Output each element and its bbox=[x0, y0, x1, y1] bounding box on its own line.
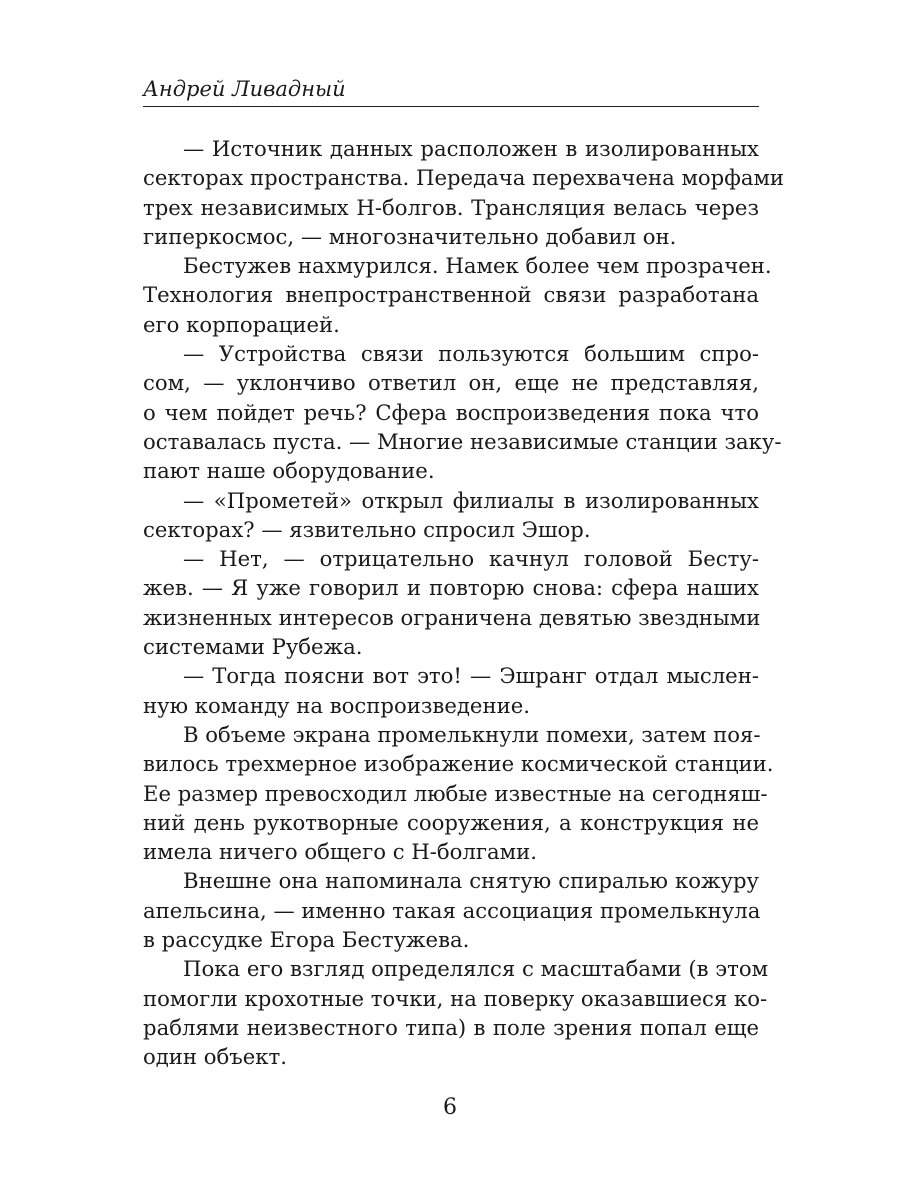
text-line: Бестужев нахмурился. Намек более чем прозрачен. bbox=[183, 253, 772, 279]
text-line: имела ничего общего с Н-болгами. bbox=[143, 839, 537, 865]
paragraph bbox=[143, 544, 759, 661]
text-line: оставалась пуста. — Многие независимые станции заку- bbox=[143, 428, 782, 454]
text-line: — «Прометей» открыл филиалы в изолированных bbox=[183, 487, 759, 513]
paragraph bbox=[143, 134, 785, 251]
paragraph bbox=[143, 954, 769, 1071]
text-line: — Источник данных расположен в изолированных bbox=[183, 136, 759, 161]
text-line: — Нет, — отрицательно качнул головой Бесту- bbox=[183, 546, 759, 572]
text-line: помогли крохотные точки, на поверку оказавшиеся ко- bbox=[143, 985, 768, 1011]
author-name: Андрей Ливадный bbox=[143, 77, 346, 101]
page-body bbox=[143, 134, 785, 1072]
text-line: жизненных интересов ограничена девятью звездными bbox=[143, 604, 761, 630]
text-line: — Устройства связи пользуются большим спро- bbox=[183, 341, 759, 367]
page-number: 6 bbox=[443, 1095, 457, 1120]
text-line: ний день рукотворные сооружения, а конструкция не bbox=[143, 809, 759, 835]
text-line: его корпорацией. bbox=[143, 311, 340, 337]
text-line: жев. — Я уже говорил и повторю снова: сфера наших bbox=[143, 575, 759, 601]
text-line: Технология внепространственной связи разработана bbox=[143, 282, 759, 308]
text-line: о чем пойдет речь? Сфера воспроизведения пока что bbox=[143, 399, 759, 425]
text-line: — Тогда поясни вот это! — Эшранг отдал мыслен- bbox=[183, 663, 759, 689]
paragraph bbox=[143, 486, 759, 545]
text-line: в рассудке Егора Бестужева. bbox=[143, 927, 470, 953]
paragraph bbox=[143, 866, 759, 954]
text-line: ную команду на воспроизведение. bbox=[143, 692, 530, 718]
text-line: В объеме экрана промелькнули помехи, затем поя- bbox=[183, 721, 761, 747]
text-line: гиперкосмос, — многозначительно добавил он. bbox=[143, 223, 677, 249]
paragraph bbox=[143, 251, 772, 339]
text-line: апельсина, — именно такая ассоциация промелькнула bbox=[143, 897, 761, 923]
text-line: трех независимых Н-болгов. Трансляция велась через bbox=[143, 194, 759, 220]
text-line: раблями неизвестного типа) в поле зрения попал еще bbox=[143, 1014, 759, 1040]
text-line: один объект. bbox=[143, 1044, 288, 1070]
paragraph bbox=[143, 339, 782, 485]
text-line: сом, — уклончиво ответил он, еще не представляя, bbox=[143, 370, 759, 396]
paragraph bbox=[143, 661, 759, 720]
running-header bbox=[143, 76, 759, 107]
text-line: Внешне она напоминала снятую спиралью кожуру bbox=[183, 868, 759, 894]
text-line: Ее размер превосходил любые известные на сегодняш- bbox=[143, 780, 768, 806]
text-line: вилось трехмерное изображение космической станции. bbox=[143, 751, 774, 777]
text-line: Пока его взгляд определялся с масштабами (в этом bbox=[183, 956, 769, 982]
paragraph bbox=[143, 720, 774, 866]
text-line: секторах пространства. Передача перехвачена морфами bbox=[143, 165, 785, 191]
text-line: пают наше оборудование. bbox=[143, 458, 435, 484]
text-line: системами Рубежа. bbox=[143, 634, 363, 660]
text-line: секторах? — язвительно спросил Эшор. bbox=[143, 516, 591, 542]
